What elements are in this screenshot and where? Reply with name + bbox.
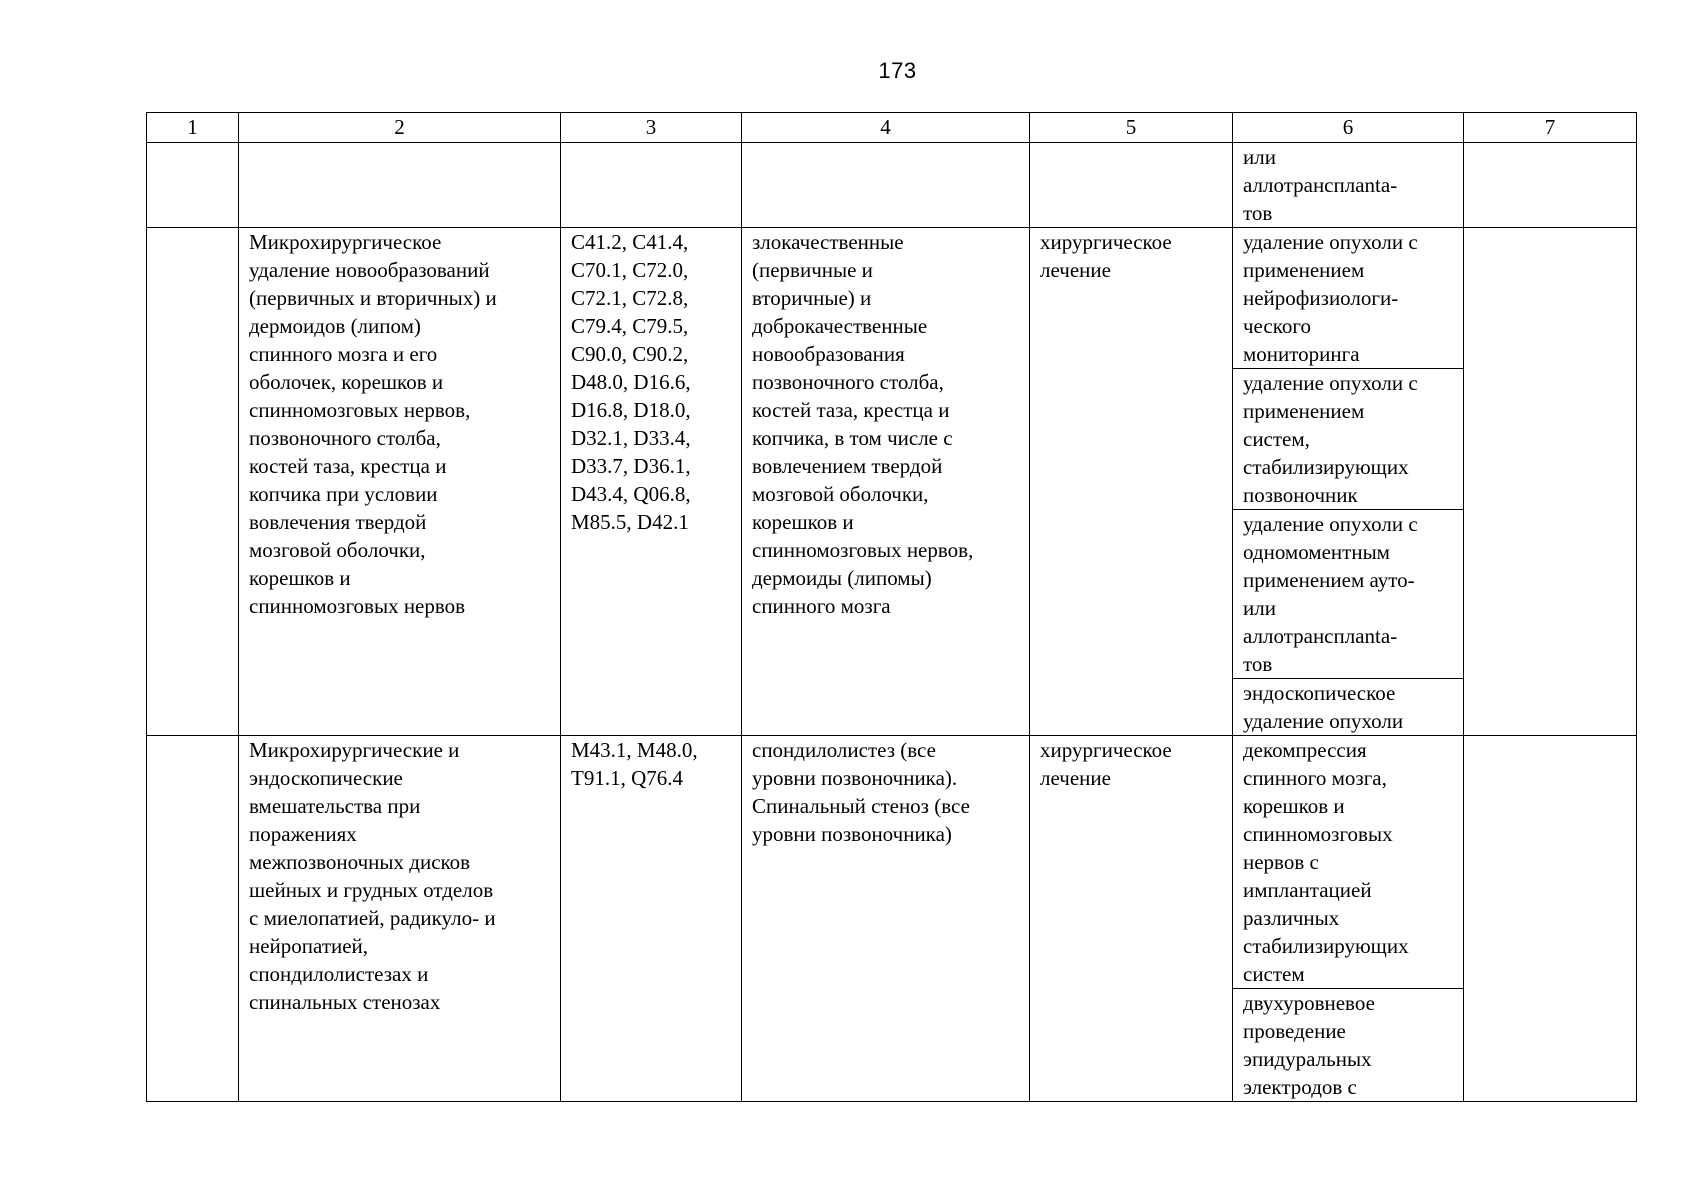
cell-treatment-type: [1030, 228, 1233, 736]
cell-standard: [1464, 228, 1637, 736]
cell-method: [1233, 369, 1464, 510]
cell-method: [1233, 510, 1464, 679]
cell-text: Микрохирургическое удаление новообразований (первичных и вторичных) и дермоидов (липом) спинного мозга и его оболочек, корешков и спинномозговых нервов, позвоночного столба, костей таза, крестца и копчика при условии вовлечения твердой мозговой оболочки, корешков и спинномозговых нервов: [249, 230, 497, 618]
cell-method: [1233, 736, 1464, 989]
cell-treatment-type: [1030, 143, 1233, 228]
cell-number: [147, 228, 239, 736]
cell-procedure: [239, 143, 561, 228]
cell-method: [1233, 989, 1464, 1102]
table-row: [147, 228, 1637, 369]
cell-diagnosis: [742, 143, 1030, 228]
cell-treatment-type: [1030, 736, 1233, 1102]
cell-text: Микрохирургические и эндоскопические вмешательства при поражениях межпозвоночных дисков шейных и грудных отделов с миелопатией, радикуло- и нейропатией, спондилолистезах и спинальных стенозах: [249, 738, 496, 1014]
cell-text: M43.1, M48.0, T91.1, Q76.4: [571, 738, 698, 790]
cell-text: удаление опухоли с одномоментным применением ауто- или аллотрансплanta- тов: [1243, 512, 1418, 676]
cell-text: эндоскопическое удаление опухоли: [1243, 681, 1404, 733]
table-row: [147, 736, 1637, 989]
cell-procedure: [239, 736, 561, 1102]
column-header: 3: [561, 113, 742, 143]
cell-text: декомпрессия спинного мозга, корешков и спинномозговых нервов с имплантацией различных стабилизирующих систем: [1243, 738, 1409, 986]
cell-text: хирургическое лечение: [1040, 230, 1172, 282]
cell-method: [1233, 143, 1464, 228]
table-row: [147, 143, 1637, 228]
cell-text: C41.2, C41.4, C70.1, C72.0, C72.1, C72.8, C79.4, C79.5, C90.0, C90.2, D48.0, D16.6, D16.8, D18.0, D32.1, D33.4, D33.7, D36.1, D43.4, Q06.8, M85.5, D42.1: [571, 230, 691, 534]
cell-method: [1233, 679, 1464, 736]
column-header: 5: [1030, 113, 1233, 143]
cell-text: двухуровневое проведение эпидуральных электродов с: [1243, 991, 1375, 1099]
column-header: 7: [1464, 113, 1637, 143]
cell-text: удаление опухоли с применением нейрофизиологи- ческого мониторинга: [1243, 230, 1418, 366]
cell-icd-codes: [561, 228, 742, 736]
column-header: 6: [1233, 113, 1464, 143]
cell-number: [147, 143, 239, 228]
column-header: 2: [239, 113, 561, 143]
page-number: 173: [878, 58, 917, 83]
cell-method: [1233, 228, 1464, 369]
table-header-row: [147, 113, 1637, 143]
cell-diagnosis: [742, 736, 1030, 1102]
column-header: 1: [147, 113, 239, 143]
cell-text: хирургическое лечение: [1040, 738, 1172, 790]
cell-icd-codes: [561, 143, 742, 228]
cell-diagnosis: [742, 228, 1030, 736]
services-table: [146, 112, 1637, 1102]
cell-standard: [1464, 143, 1637, 228]
cell-text: спондилолистез (все уровни позвоночника). Спинальный стеноз (все уровни позвоночника): [752, 738, 970, 846]
cell-standard: [1464, 736, 1637, 1102]
cell-text: или аллотрансплanta- тов: [1243, 145, 1398, 225]
cell-text: злокачественные (первичные и вторичные) и доброкачественные новообразования позвоночного столба, костей таза, крестца и копчика, в том числе с вовлечением твердой мозговой оболочки, корешков и спинномозговых нервов, дермоиды (липомы) спинного мозга: [752, 230, 974, 618]
cell-number: [147, 736, 239, 1102]
cell-text: удаление опухоли с применением систем, стабилизирующих позвоночник: [1243, 371, 1418, 507]
cell-icd-codes: [561, 736, 742, 1102]
column-header: 4: [742, 113, 1030, 143]
cell-procedure: [239, 228, 561, 736]
